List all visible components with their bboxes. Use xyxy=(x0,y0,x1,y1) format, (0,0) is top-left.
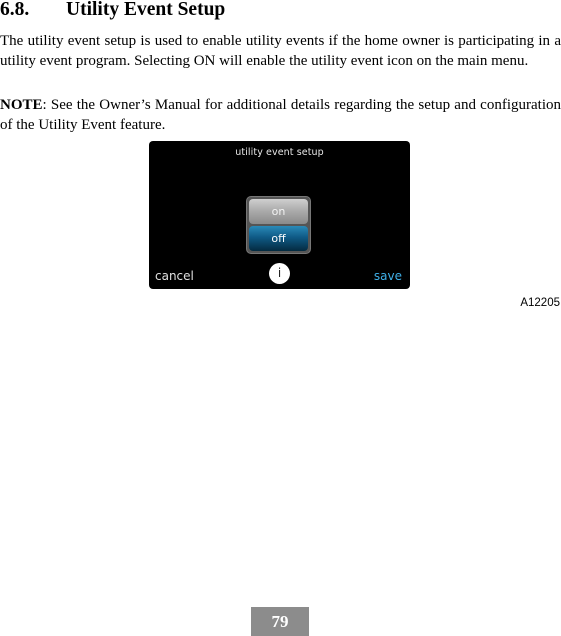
screen-title: utility event setup xyxy=(235,147,324,158)
figure-id: A12205 xyxy=(520,297,560,309)
note-text: : See the Owner’s Manual for additional details regarding the setup and configuration of the Utility Event feature. xyxy=(0,97,561,133)
section-title: Utility Event Setup xyxy=(66,0,226,20)
save-button[interactable]: save xyxy=(373,269,402,283)
note-label: NOTE xyxy=(0,97,43,113)
info-icon[interactable]: i xyxy=(269,263,290,284)
section-heading xyxy=(0,0,225,20)
thermostat-screen xyxy=(149,141,410,289)
on-off-picker[interactable] xyxy=(246,196,311,254)
option-on[interactable]: on xyxy=(249,199,308,224)
page-number: 79 xyxy=(251,607,309,636)
option-off[interactable]: off xyxy=(249,226,308,251)
section-number: 6.8. xyxy=(0,0,30,20)
cancel-button[interactable]: cancel xyxy=(155,269,194,283)
note-paragraph xyxy=(0,95,561,135)
intro-paragraph: The utility event setup is used to enable utility events if the home owner is participating in a utility event program. Selecting ON will enable the utility event icon on the main menu. xyxy=(0,33,561,69)
